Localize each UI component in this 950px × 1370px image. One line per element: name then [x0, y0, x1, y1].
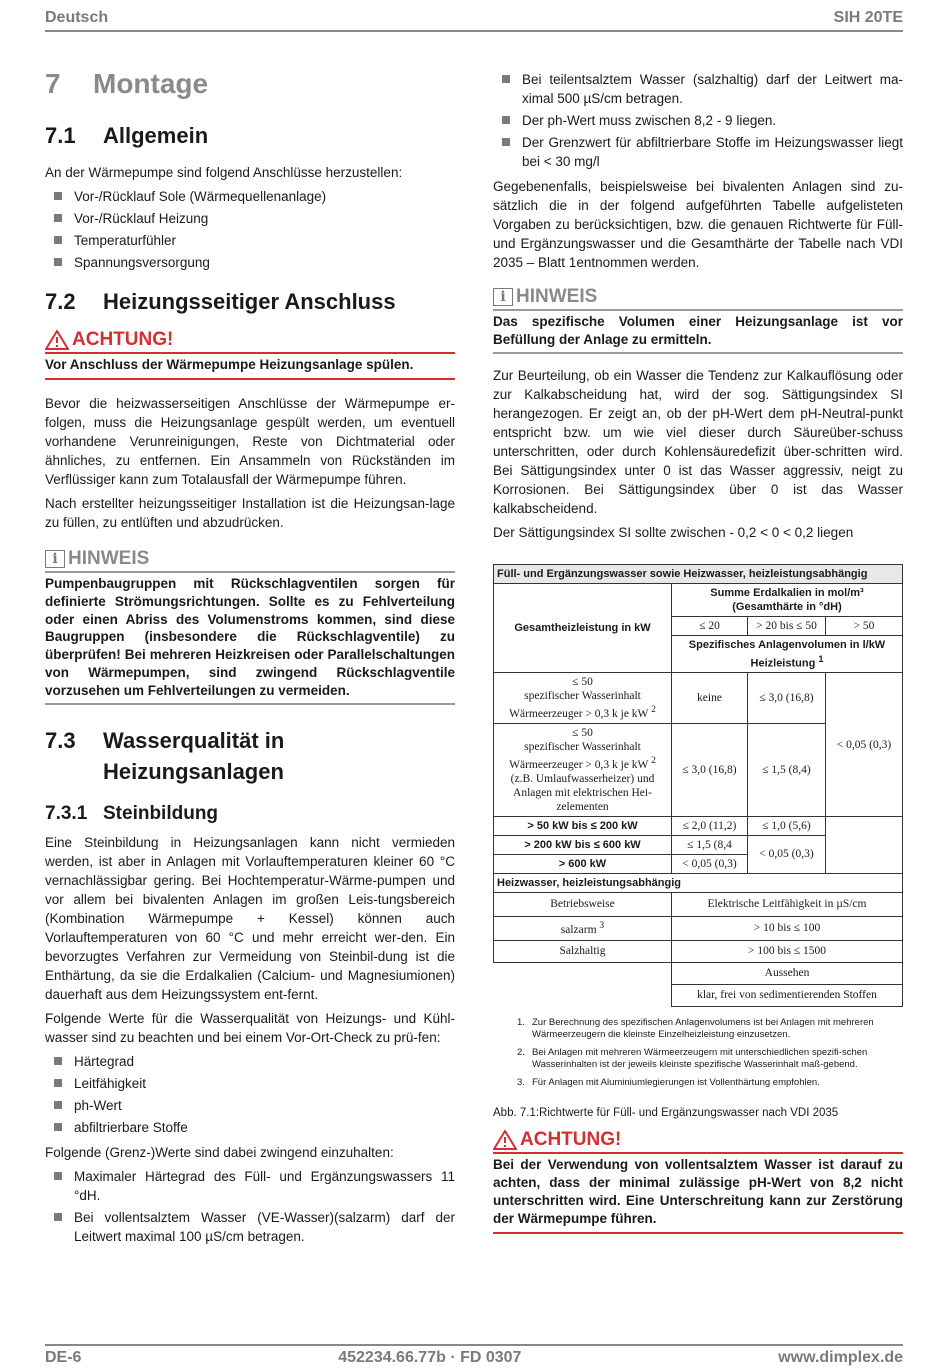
section-number: 7.3 [45, 727, 76, 753]
table-cell [494, 984, 672, 1006]
list-item-text: Der Grenzwert für abfiltrierbare Stoffe im Heizungswasser liegt bei < 30 mg/l [522, 135, 903, 169]
chapter-number: 7 [45, 68, 61, 99]
chapter-heading [45, 68, 455, 100]
section-title: Allgemein [103, 123, 209, 148]
warning-box [45, 329, 455, 380]
table-cell: ≤ 1,0 (5,6) [748, 816, 826, 835]
section-number: 7.2 [45, 289, 76, 314]
list-item [45, 1074, 455, 1093]
table-header-cell: Betriebsweise [494, 892, 672, 916]
note-text: Das spezifische Volumen einer Heizungsanlage ist vor Befüllung der Anlage zu ermitteln. [493, 311, 903, 354]
note-title [45, 548, 455, 573]
bullet-square-icon [54, 1079, 62, 1087]
info-icon: i [493, 288, 513, 306]
table-cell: > 600 kW [494, 854, 672, 873]
note-box [493, 286, 903, 354]
footer-doc-number: 452234.66.77b · FD 0307 [338, 1349, 522, 1366]
list-item [493, 70, 903, 108]
table-cell [826, 816, 903, 835]
footnote-text: Für Anlagen mit Aluminiumlegierungen ist Vollenthärtung empfohlen. [532, 1076, 820, 1088]
table-cell [494, 962, 672, 984]
table-cell: < 0,05 (0,3) [672, 854, 748, 873]
paragraph: Eine Steinbildung in Heizungsanlagen kann nicht vermieden werden, ist aber in Anlagen mit Vorlauftemperaturen kleiner 60 °C vernachlässigbar gering. Bei Hochtemperatur-Wärme-pumpen und vor allem bei bivalenten Anlagen im großen Leis-tungsbereich (Kombination Wärmepumpe + Kessel) können auch Vorlauftemperaturen von 60 °C und mehr erreicht wer-den. Ein bevorzugtes Verfahren zur Vermeidung von Steinbil-dung ist die Enthärtung, da sie die Erdalkalien (Calcium- und Magnesiumionen) dauerhaft aus dem Heizungssystem ent-fernt. [45, 834, 455, 1002]
table-cell: ≤ 1,5 (8,4) [748, 724, 826, 817]
table-section-title: Heizwasser, heizleistungsabhängig [494, 873, 903, 892]
bullet-square-icon [502, 116, 510, 124]
list-item [45, 231, 455, 250]
left-column [45, 62, 455, 1252]
list-item [493, 111, 903, 130]
list-item-text: Spannungsversorgung [74, 255, 210, 270]
paragraph: An der Wärmepumpe sind folgend Anschlüsse herzustellen: [45, 165, 403, 180]
table-cell [494, 916, 672, 940]
section-heading-7-1 [45, 120, 455, 151]
cell-line [497, 754, 668, 772]
table-cell [494, 724, 672, 817]
bullet-square-icon [54, 214, 62, 222]
note-text: Pumpenbaugruppen mit Rückschlagventilen sorgen für definierte Strömungsrichtungen. Sollte es zu Fehlverteilung oder einen Abriss des Volumenstroms kommen, sind diese Baugruppen (insbesondere die Rückschlagventile) zu überprüfen! Bei mehreren Heizkreisen oder Parallelschaltungen von Wärmepumpen, sind zwingend Rückschlagventile vorzusehen um Fehlverteilungen zu vermeiden. [45, 573, 455, 705]
info-icon: i [45, 550, 65, 568]
quality-list [45, 1052, 455, 1137]
chapter-title: Montage [93, 68, 209, 99]
bullet-square-icon [54, 1101, 62, 1109]
list-item-text: Leitfähigkeit [74, 1075, 147, 1091]
paragraph: Gegebenenfalls, beispielsweise bei bivalenten Anlagen sind zu-sätzlich die in der folgend aufgeführten Tabelle aufgelisteten Vorgaben zu berücksichtigen, bzw. die genauen Richtwerte für Füll- und Ergänzungswasser und die Gesamthärte der Tabelle nach VDI 2035 – Blatt 1entnommen werden. [493, 179, 903, 270]
footnote-ref: 2 [651, 704, 656, 716]
table-cell: > 200 kW bis ≤ 600 kW [494, 835, 672, 854]
limits-list [45, 1167, 455, 1246]
list-item-text: Bei vollentsalztem Wasser (VE-Wasser)(salzarm) darf der Leitwert maximal 100 µS/cm betragen. [74, 1209, 455, 1244]
vdi-2035-table [493, 564, 903, 1007]
warning-label: ACHTUNG! [520, 1128, 622, 1150]
paragraph: Folgende Werte für die Wasserqualität von Heizungs- und Kühl-wasser sind zu beachten und bei einem Vor-Ort-Check zu prü-fen: [45, 1010, 455, 1045]
note-label: HINWEIS [68, 548, 150, 569]
note-label: HINWEIS [516, 286, 598, 307]
cell-line: spezifischer Wasserinhalt [524, 690, 641, 703]
figure-caption: Abb. 7.1:Richtwerte für Füll- und Ergänzungswasser nach VDI 2035 [493, 1106, 839, 1119]
table-header-cell: > 50 [826, 616, 903, 635]
footnote [517, 1047, 903, 1071]
warning-title [493, 1129, 903, 1154]
footnote-ref: 3 [599, 920, 605, 932]
table-cell: < 0,05 (0,3) [826, 673, 903, 817]
warning-box [493, 1129, 903, 1234]
header-model: SIH 20TE [833, 9, 903, 26]
list-item [45, 1208, 455, 1246]
subsection-heading-7-3-1 [45, 803, 455, 825]
table-cell: Aussehen [672, 962, 903, 984]
subsection-title: Steinbildung [103, 802, 219, 824]
table-cell: > 50 kW bis ≤ 200 kW [494, 816, 672, 835]
list-item [45, 1096, 455, 1115]
paragraph: Folgende (Grenz-)Werte sind dabei zwingend einzuhalten: [45, 1144, 394, 1160]
list-item-text: Bei teilentsalztem Wasser (salzhaltig) darf der Leitwert ma-ximal 500 µS/cm betragen. [522, 72, 903, 106]
bullet-square-icon [54, 1123, 62, 1131]
footnote-ref: 2 [651, 755, 656, 767]
cell-line [497, 703, 668, 721]
cell-line: (z.B. Umlaufwasserheizer) und Anlagen mit elektrischen Hei-zelementen [510, 772, 655, 813]
bullet-square-icon [502, 75, 510, 83]
volume-header-text: Spezifisches Anlagenvolumen in l/kW Heizleistung [688, 638, 886, 670]
paragraph: Bevor die heizwasserseitigen Anschlüsse der Wärmepumpe er-folgen, muss die Heizungsanlage gespült werden, um eventuell vorhandene Verunreinigungen, Reste von Dichtmaterial oder ähnliches, zu entfernen. Ein Ansammeln von Rückständen im Verflüssiger kann zum Totalausfall der Wärmepumpe führen. [45, 396, 455, 487]
paragraph: Der Sättigungsindex SI sollte zwischen - 0,2 < 0 < 0,2 liegen [493, 524, 854, 540]
table-header-cell: Gesamtheizleistung in kW [494, 583, 672, 673]
page-footer [45, 1344, 903, 1370]
cell-line: spezifischer Wasserinhalt [524, 741, 641, 754]
list-item-text: Der ph-Wert muss zwischen 8,2 - 9 liegen. [522, 113, 777, 128]
paragraph: Zur Beurteilung, ob ein Wasser die Tendenz zur Kalkauflösung oder zur Kalkabscheidung hat, wird der sog. Sättigungsindex SI herangezogen. Er zeigt an, ob der pH-Wert dem pH-Neutral-punkt entspricht bzw. um wie viel dieser durch Säureüber-schuss unterschritten, oder durch Kohlensäuredefizit über-schritten wird. Bei Sättigungsindex unter 0 ist das Wasser aggressiv, neigt zu Korrosionen. Bei Sättigungsindex über 0 ist das Wasser kalkabscheidend. [493, 367, 903, 516]
table-cell: ≤ 2,0 (11,2) [672, 816, 748, 835]
cell-text: Wärmeerzeuger > 0,3 k je kW [509, 758, 649, 771]
warning-text: Bei der Verwendung von vollentsalztem Wasser ist darauf zu achten, dass der minimal zulässige pH-Wert von 8,2 nicht unterschritten wird. Eine Unterschreitung kann zur Zerstörung der Wärmepumpe führen. [493, 1154, 903, 1234]
table-cell: ≤ 3,0 (16,8) [672, 724, 748, 817]
list-item [493, 133, 903, 171]
list-item [45, 1118, 455, 1137]
note-title [493, 286, 903, 311]
footer-page-number: DE-6 [45, 1349, 82, 1366]
limits-list-continued [493, 70, 903, 171]
section-heading-7-3 [45, 725, 455, 787]
table-cell: Salzhaltig [494, 940, 672, 962]
table-cell: > 100 bis ≤ 1500 [672, 940, 903, 962]
table-cell: > 10 bis ≤ 100 [672, 916, 903, 940]
table-cell: ≤ 3,0 (16,8) [748, 673, 826, 724]
list-item-text: abfiltrierbare Stoffe [74, 1119, 188, 1135]
warning-triangle-icon [493, 1130, 517, 1150]
connections-list [45, 187, 455, 272]
section-heading-7-2 [45, 286, 455, 317]
footnote [517, 1017, 903, 1041]
warning-triangle-icon [45, 330, 69, 350]
cell-text: Wärmeerzeuger > 0,3 k je kW [509, 708, 649, 721]
list-item [45, 1167, 455, 1205]
table-header-cell: Summe Erdalkalien in mol/m³ (Gesamthärte in °dH) [672, 583, 903, 616]
table-header-cell: ≤ 20 [672, 616, 748, 635]
cell-text: salzarm [560, 924, 597, 937]
footnote-number: 3. [517, 1076, 525, 1088]
header-language: Deutsch [45, 9, 109, 26]
list-item-text: Vor-/Rücklauf Sole (Wärmequellenanlage) [74, 189, 327, 204]
note-box [45, 548, 455, 705]
bullet-square-icon [54, 1057, 62, 1065]
footer-url: www.dimplex.de [778, 1349, 903, 1366]
footnote-number: 2. [517, 1046, 525, 1058]
list-item [45, 187, 455, 206]
footnote-text: Bei Anlagen mit mehreren Wärmeerzeugern mit unterschiedlichen spezifi-schen Wasserinhalten ist der jeweils kleinste spezifische Wasserinhalt maß-gebend. [532, 1046, 868, 1070]
table-cell [826, 854, 903, 873]
cell-line: ≤ 50 [572, 727, 593, 740]
paragraph: Nach erstellter heizungsseitiger Installation ist die Heizungsan-lage zu füllen, zu entlüften und abzudrücken. [45, 496, 455, 530]
bullet-square-icon [502, 138, 510, 146]
list-item-text: Härtegrad [74, 1053, 135, 1069]
table-cell [494, 673, 672, 724]
footnote-ref: 1 [818, 653, 824, 664]
table-header-cell: > 20 bis ≤ 50 [748, 616, 826, 635]
bullet-square-icon [54, 1213, 62, 1221]
table-cell: ≤ 1,5 (8,4 [672, 835, 748, 854]
table-cell: keine [672, 673, 748, 724]
cell-line: ≤ 50 [572, 676, 593, 689]
right-column [493, 70, 903, 1248]
section-title: Wasserqualität in Heizungsanlagen [103, 727, 285, 784]
bullet-square-icon [54, 236, 62, 244]
list-item-text: Vor-/Rücklauf Heizung [74, 211, 209, 226]
section-title: Heizungsseitiger Anschluss [103, 289, 396, 314]
list-item [45, 209, 455, 228]
table-cell [826, 835, 903, 854]
footnote-number: 1. [517, 1016, 525, 1028]
list-item-text: ph-Wert [74, 1097, 122, 1113]
list-item [45, 253, 455, 272]
bullet-square-icon [54, 192, 62, 200]
table-cell: < 0,05 (0,3) [748, 835, 826, 873]
footnote [517, 1077, 903, 1089]
warning-text: Vor Anschluss der Wärmepumpe Heizungsanlage spülen. [45, 354, 455, 380]
list-item-text: Temperaturfühler [74, 233, 177, 248]
section-number: 7.1 [45, 123, 76, 148]
subsection-number: 7.3.1 [45, 802, 88, 824]
table-header-cell [672, 635, 903, 673]
warning-label: ACHTUNG! [72, 329, 174, 350]
warning-title [45, 329, 455, 354]
list-item [45, 1052, 455, 1071]
table-cell: klar, frei von sedimentierenden Stoffen [672, 984, 903, 1006]
footnotes [493, 1017, 903, 1089]
table-header-cell: Elektrische Leitfähigkeit in µS/cm [672, 892, 903, 916]
page-header [45, 6, 903, 32]
footnote-text: Zur Berechnung des spezifischen Anlagenvolumens ist bei Anlagen mit mehreren Wärmeerzeugern die kleinste Einzelheizleistung einzusetzen. [532, 1016, 874, 1040]
bullet-square-icon [54, 258, 62, 266]
list-item-text: Maximaler Härtegrad des Füll- und Ergänzungswassers 11 °dH. [74, 1168, 455, 1203]
table-title: Füll- und Ergänzungswasser sowie Heizwasser, heizleistungsabhängig [494, 564, 903, 583]
bullet-square-icon [54, 1172, 62, 1180]
